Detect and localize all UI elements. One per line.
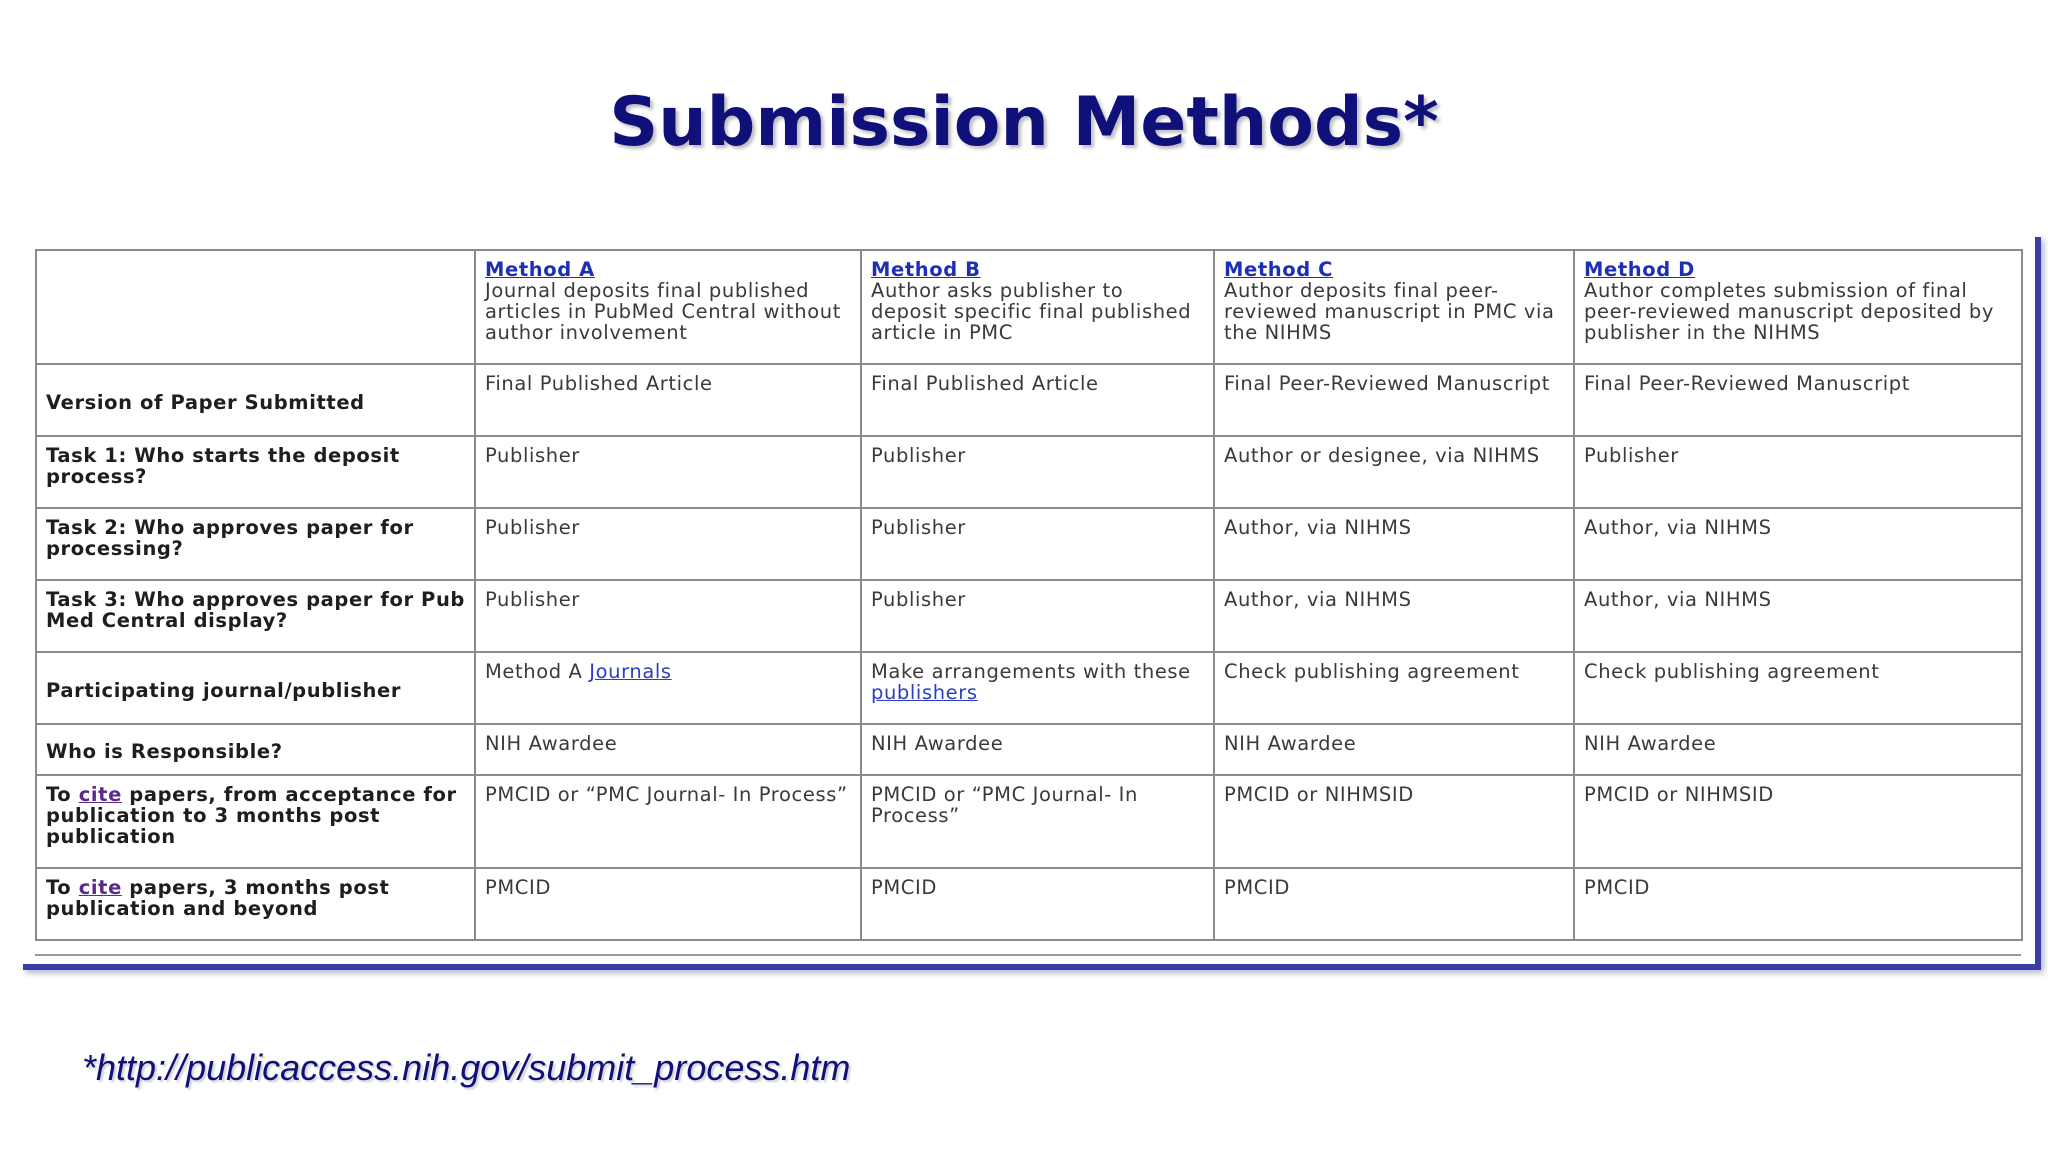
table-cell: [475, 652, 861, 724]
table-row: [36, 868, 2022, 940]
table-screenshot-frame: [17, 231, 2035, 964]
cell-text: Make arrangements with these: [871, 660, 1191, 683]
table-cell: Publisher: [475, 580, 861, 652]
row-label-version: Version of Paper Submitted: [36, 364, 475, 436]
table-cell: Final Published Article: [475, 364, 861, 436]
table-cell: Author, via NIHMS: [1214, 508, 1574, 580]
row-label-task-3: Task 3: Who approves paper for Pub Med Central display?: [36, 580, 475, 652]
table-cell: Publisher: [861, 508, 1214, 580]
table-cell: Author, via NIHMS: [1574, 580, 2022, 652]
table-row: [36, 724, 2022, 775]
table-cell: Final Peer-Reviewed Manuscript: [1574, 364, 2022, 436]
table-cell: Publisher: [1574, 436, 2022, 508]
row-label-task-2: Task 2: Who approves paper for processing?: [36, 508, 475, 580]
cite-link[interactable]: cite: [78, 783, 122, 806]
table-cell: NIH Awardee: [861, 724, 1214, 775]
row-label-cite-post: [36, 868, 475, 940]
method-d-header: [1574, 250, 2022, 364]
table-cell: [861, 652, 1214, 724]
method-a-description: Journal deposits final published articles in PubMed Central without author involvement: [485, 279, 841, 344]
table-corner-cell: [36, 250, 475, 364]
table-row: [36, 508, 2022, 580]
table-header-row: [36, 250, 2022, 364]
row-label-task-1: Task 1: Who starts the deposit process?: [36, 436, 475, 508]
label-text: papers, 3 months post publication and beyond: [46, 876, 390, 920]
table-cell: PMCID: [861, 868, 1214, 940]
row-label-participating: Participating journal/publisher: [36, 652, 475, 724]
row-label-responsible: Who is Responsible?: [36, 724, 475, 775]
table-cell: PMCID or “PMC Journal- In Process”: [861, 775, 1214, 868]
table-cell: PMCID or “PMC Journal- In Process”: [475, 775, 861, 868]
table-cell: Check publishing agreement: [1214, 652, 1574, 724]
method-d-description: Author completes submission of final peer-reviewed manuscript deposited by publisher in the NIHMS: [1584, 279, 1995, 344]
table-cell: PMCID or NIHMSID: [1214, 775, 1574, 868]
table-cell: Publisher: [475, 508, 861, 580]
method-b-link[interactable]: Method B: [871, 258, 981, 281]
table-cell: PMCID: [1214, 868, 1574, 940]
label-text: papers, from acceptance for publication to 3 months post publication: [46, 783, 457, 848]
table-row: [36, 580, 2022, 652]
method-c-link[interactable]: Method C: [1224, 258, 1334, 281]
method-c-header: [1214, 250, 1574, 364]
table-cell: Author or designee, via NIHMS: [1214, 436, 1574, 508]
method-b-header: [861, 250, 1214, 364]
publishers-link[interactable]: publishers: [871, 681, 978, 704]
table-row: [36, 652, 2022, 724]
cell-text: Method A: [485, 660, 590, 683]
method-a-link[interactable]: Method A: [485, 258, 595, 281]
table-cell: Publisher: [861, 580, 1214, 652]
table-cell: Final Peer-Reviewed Manuscript: [1214, 364, 1574, 436]
journals-link[interactable]: Journals: [589, 660, 672, 683]
table-row: [36, 775, 2022, 868]
table-cell: NIH Awardee: [1574, 724, 2022, 775]
method-a-header: [475, 250, 861, 364]
table-cell: Author, via NIHMS: [1214, 580, 1574, 652]
table-cell: PMCID: [1574, 868, 2022, 940]
table-row: [36, 364, 2022, 436]
row-label-cite-acceptance: [36, 775, 475, 868]
table-cell: PMCID: [475, 868, 861, 940]
table-cell: Check publishing agreement: [1574, 652, 2022, 724]
table-cell: PMCID or NIHMSID: [1574, 775, 2022, 868]
table-bottom-rule: [35, 954, 2021, 956]
table-cell: NIH Awardee: [1214, 724, 1574, 775]
cite-link[interactable]: cite: [78, 876, 122, 899]
method-c-description: Author deposits final peer-reviewed manuscript in PMC via the NIHMS: [1224, 279, 1555, 344]
source-footnote[interactable]: *http://publicaccess.nih.gov/submit_process.htm: [82, 1047, 851, 1088]
table-row: [36, 436, 2022, 508]
method-b-description: Author asks publisher to deposit specific final published article in PMC: [871, 279, 1192, 344]
table-cell: Publisher: [475, 436, 861, 508]
table-cell: Publisher: [861, 436, 1214, 508]
method-d-link[interactable]: Method D: [1584, 258, 1695, 281]
label-text: To: [46, 783, 79, 806]
submission-methods-table: [35, 249, 2023, 941]
slide-title: Submission Methods*: [609, 83, 1439, 162]
table-cell: NIH Awardee: [475, 724, 861, 775]
label-text: To: [46, 876, 79, 899]
table-cell: Final Published Article: [861, 364, 1214, 436]
table-cell: Author, via NIHMS: [1574, 508, 2022, 580]
